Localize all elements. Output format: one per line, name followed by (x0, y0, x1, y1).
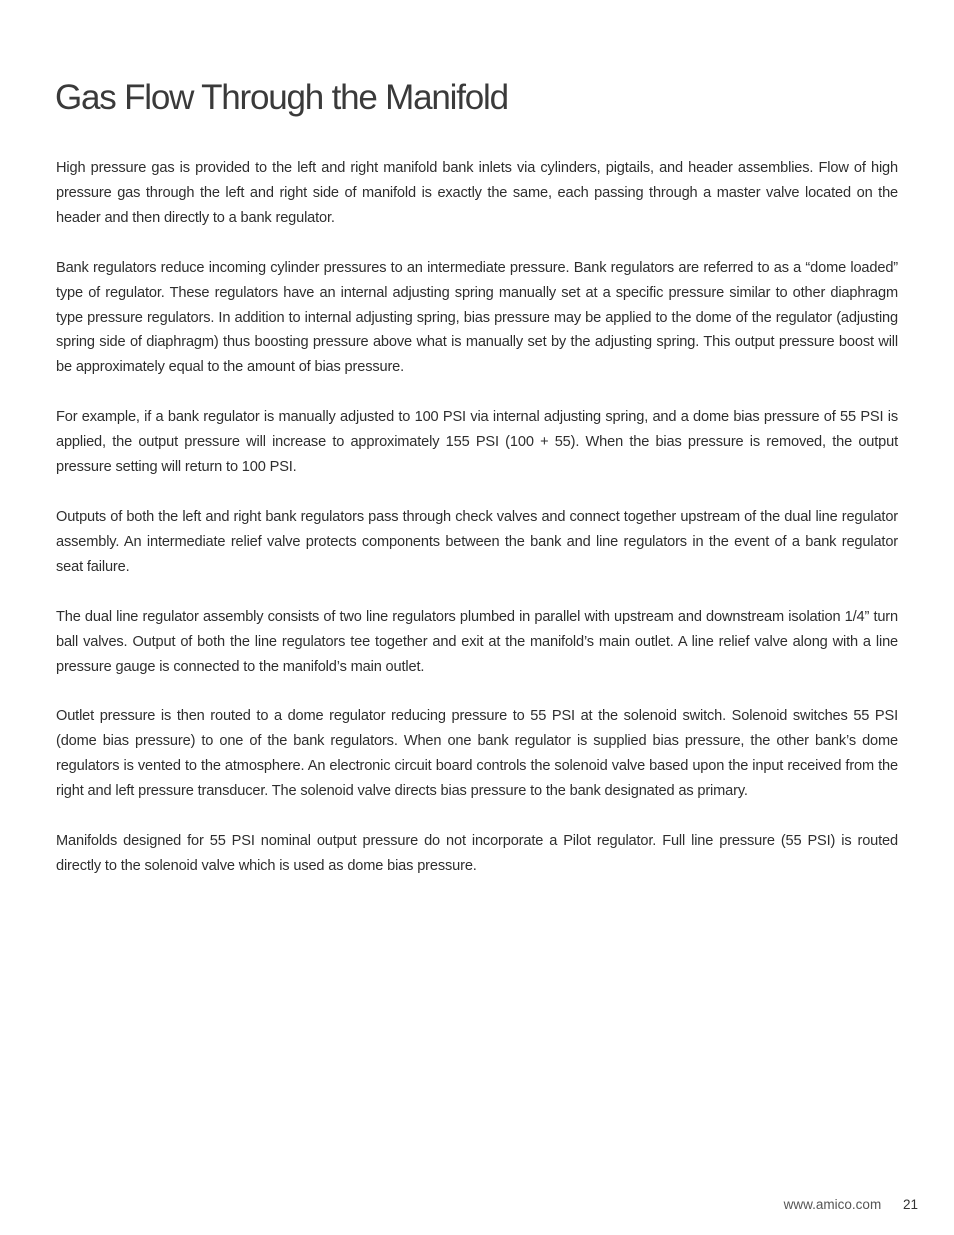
paragraph-outputs: Outputs of both the left and right bank regulators pass through check valves and connect together upstream of the dual line regulator assembly. An intermediate relief valve protects components between the bank and line regulators in the event of a bank regulator seat failure. (56, 508, 898, 575)
paragraph-high-pressure-gas: High pressure gas is provided to the left and right manifold bank inlets via cylinders, pigtails, and header assemblies. Flow of high pressure gas through the left and right side of manifold is exactly the same, each passing through a master valve located on the header and then directly to a bank regulator. (56, 160, 898, 226)
paragraph-outlet-pressure: Outlet pressure is then routed to a dome regulator reducing pressure to 55 PSI at the solenoid switch. Solenoid switches 55 PSI (dome bias pressure) to one of the bank regulators. When one bank regulator is supplied bias pressure, the other bank’s dome regulators is vented to the atmosphere. An electronic circuit board controls the solenoid valve based upon the input received from the right and left pressure transducer. The solenoid valve directs bias pressure to the bank designated as primary. (56, 708, 898, 800)
footer-url: www.amico.com (783, 1197, 882, 1212)
page-title: Gas Flow Through the Manifold (55, 78, 508, 117)
body-text (56, 156, 898, 904)
paragraph-manifolds-55-psi: Manifolds designed for 55 PSI nominal output pressure do not incorporate a Pilot regulator. Full line pressure (55 PSI) is routed directly to the solenoid valve which is used as dome bias pressure. (56, 833, 898, 874)
paragraph-dual-line-regulator: The dual line regulator assembly consists of two line regulators plumbed in parallel with upstream and downstream isolation 1/4” turn ball valves. Output of both the line regulators tee together and exit at the manifold’s main outlet. A line relief valve along with a line pressure gauge is connected to the manifold’s main outlet. (56, 608, 898, 675)
page-number: 21 (902, 1197, 918, 1212)
paragraph-bank-regulators: Bank regulators reduce incoming cylinder pressures to an intermediate pressure. Bank regulators are referred to as a “dome loaded” type of regulator. These regulators have an internal adjusting spring manually set at a specific pressure similar to other diaphragm type pressure regulators. In addition to internal adjusting spring, bias pressure may be applied to the dome of the regulator (adjusting spring side of diaphragm) thus boosting pressure above what is manually set by the adjusting spring. This output pressure boost will be approximately equal to the amount of bias pressure. (56, 259, 898, 376)
paragraph-example: For example, if a bank regulator is manually adjusted to 100 PSI via internal adjusting spring, and a dome bias pressure of 55 PSI is applied, the output pressure will increase to approximately 155 PSI (100 + 55). When the bias pressure is removed, the output pressure setting will return to 100 PSI. (56, 409, 898, 476)
page-footer (784, 1197, 918, 1212)
